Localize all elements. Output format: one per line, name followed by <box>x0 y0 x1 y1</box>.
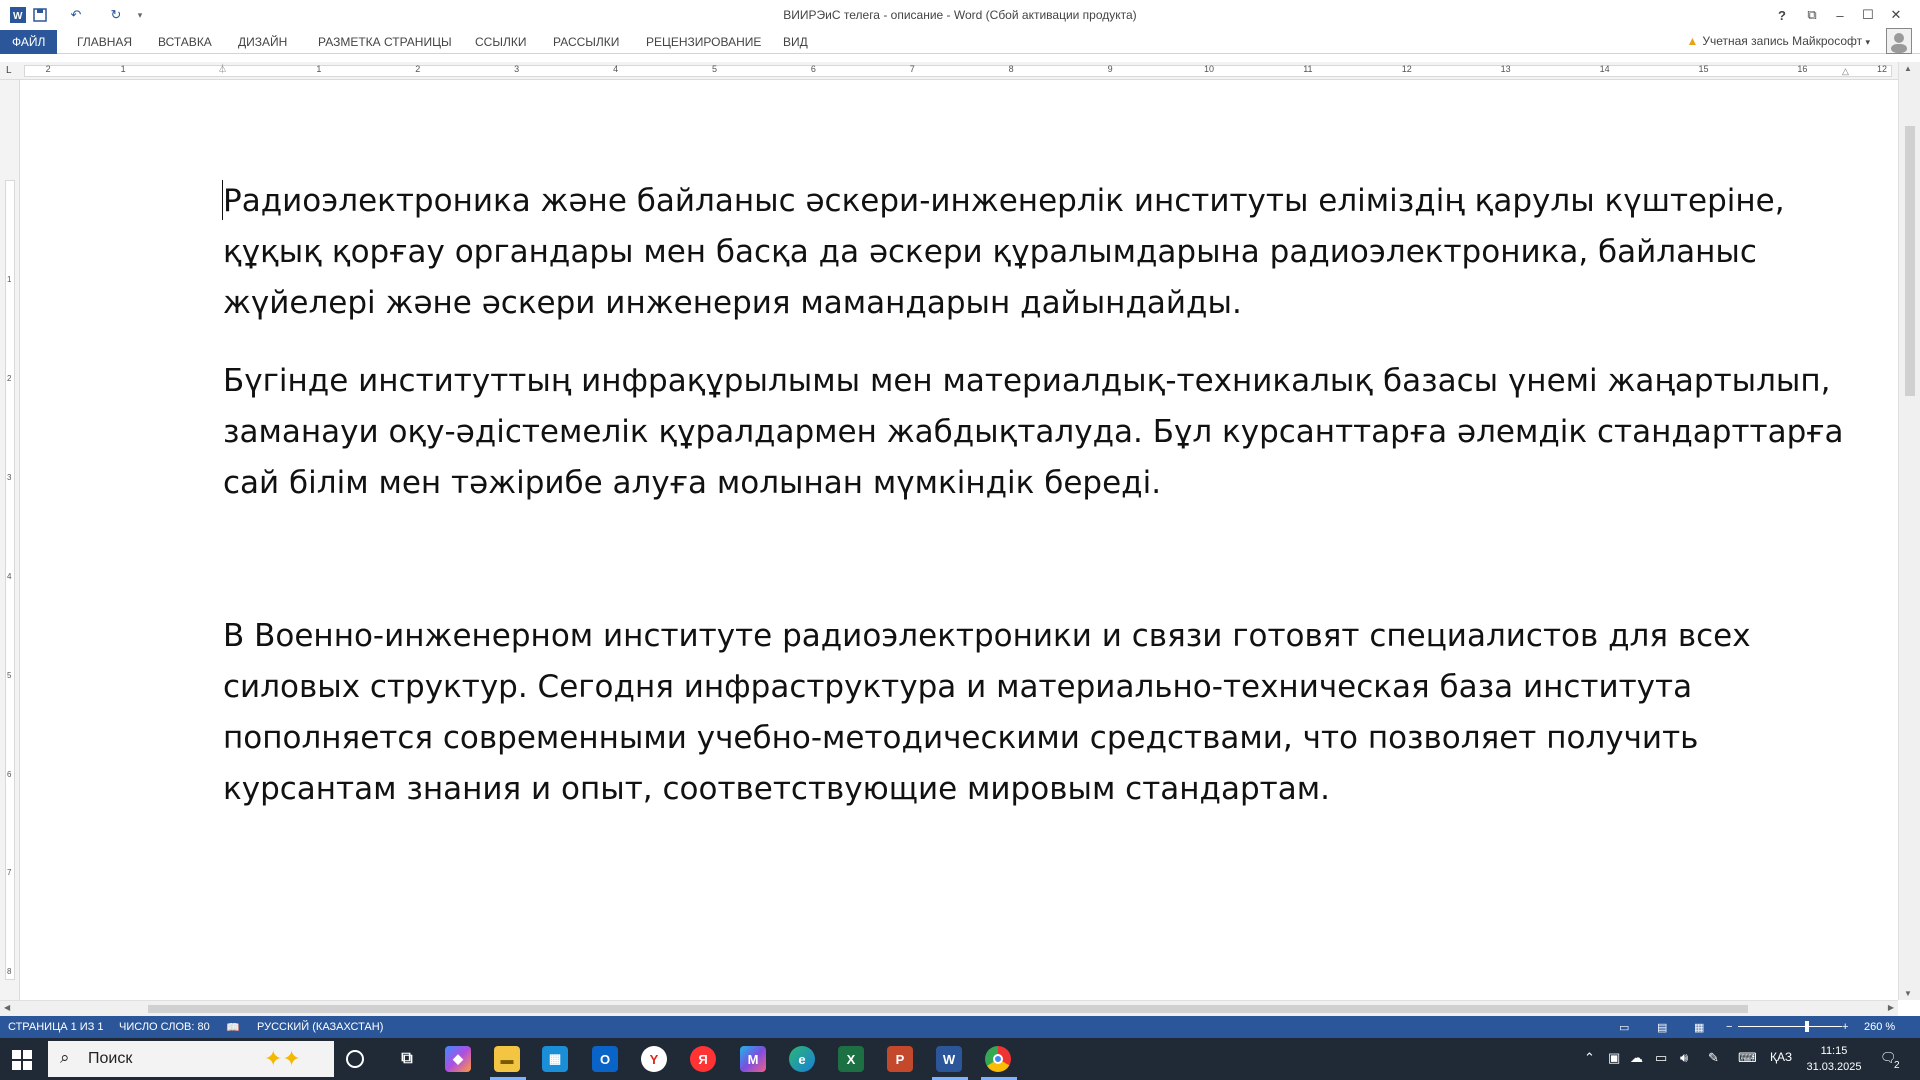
ruler-number: 10 <box>1203 64 1214 74</box>
ruler-number: 8 <box>7 967 12 977</box>
ruler-number: 1 <box>120 64 126 74</box>
ruler-number: 9 <box>1107 64 1113 74</box>
yandex-browser-icon[interactable]: Y <box>641 1046 667 1072</box>
scroll-left-icon[interactable]: ◀ <box>4 1003 11 1012</box>
tray-expand-icon[interactable]: ⌃ <box>1584 1050 1595 1065</box>
word-icon[interactable]: W <box>936 1046 962 1072</box>
notification-count: 2 <box>1894 1060 1900 1071</box>
tab-insert[interactable]: ВСТАВКА <box>158 35 212 49</box>
ruler-number: 6 <box>7 769 12 779</box>
taskbar <box>0 1038 1920 1080</box>
word-count[interactable]: ЧИСЛО СЛОВ: 80 <box>119 1021 210 1033</box>
meet-now-icon[interactable]: ▣ <box>1608 1050 1621 1065</box>
tab-page-layout[interactable]: РАЗМЕТКА СТРАНИЦЫ <box>318 35 452 49</box>
clock[interactable] <box>1806 1043 1862 1075</box>
avatar[interactable] <box>1886 28 1912 54</box>
ruler-number: 13 <box>1500 64 1511 74</box>
vertical-scrollbar[interactable] <box>1898 62 1920 1000</box>
outlook-icon[interactable]: O <box>592 1046 618 1072</box>
ruler-number: 1 <box>7 275 12 284</box>
search-icon: ⌕ <box>60 1048 70 1067</box>
account-label: Учетная запись Майкрософт <box>1702 34 1863 48</box>
tab-design[interactable]: ДИЗАЙН <box>238 35 288 49</box>
ribbon-tabs <box>0 30 1920 54</box>
file-explorer-icon[interactable]: ▬ <box>494 1046 520 1072</box>
clock-time: 11:15 <box>1820 1045 1848 1057</box>
warning-icon: ▲ <box>1686 34 1699 48</box>
vertical-ruler <box>0 80 20 1000</box>
ruler-number: 8 <box>1008 64 1014 74</box>
chevron-down-icon: ▾ <box>1865 37 1870 47</box>
tab-selector-icon[interactable]: L <box>6 65 12 76</box>
ruler-number: 14 <box>1599 64 1610 74</box>
account-menu[interactable] <box>1686 34 1870 48</box>
zoom-out-button[interactable]: − <box>1726 1021 1733 1033</box>
vertical-scroll-thumb[interactable] <box>1905 126 1915 396</box>
ruler-number: 6 <box>810 64 816 74</box>
chrome-icon[interactable] <box>985 1046 1011 1072</box>
ruler-number: 16 <box>1797 64 1808 74</box>
window-title: ВИИРЭиС телега - описание - Word (Сбой активации продукта) <box>783 8 1137 22</box>
svg-text:W: W <box>13 11 23 22</box>
sparkle-icon: ✦✦ <box>264 1046 301 1071</box>
tab-file[interactable]: ФАЙЛ <box>0 30 57 54</box>
paragraph-2[interactable]: Бүгінде институттың инфрақұрылымы мен материалдық-техникалық базасы үнемі жаңартылып, заманауи оқу-әдістемелік құралдармен жабдықталуда. Бұл курсанттарға әлемдік стандарттарға сай білім мен тәжірибе алуға молынан мүмкіндік береді. <box>223 363 1844 501</box>
paragraph-1[interactable]: Радиоэлектроника және байланыс әскери-инженерлік институты еліміздің қарулы күштеріне, құқық қорғау органдары мен басқа да әскери құралымдарына радиоэлектроника, байланыс жүйелері және әскери инженерия мамандарын дайындайды. <box>223 183 1785 321</box>
ruler-number: 2 <box>415 64 421 74</box>
tab-mailings[interactable]: РАССЫЛКИ <box>553 35 620 49</box>
tab-references[interactable]: ССЫЛКИ <box>475 35 527 49</box>
ruler-number: 11 <box>1303 64 1313 74</box>
yandex-icon[interactable]: Я <box>690 1046 716 1072</box>
ruler-number: 15 <box>1698 64 1709 74</box>
m365-icon[interactable]: M <box>740 1046 766 1072</box>
ruler-number: 2 <box>7 373 12 383</box>
paragraph-3[interactable]: В Военно-инженерном институте радиоэлектроники и связи готовят специалистов для всех силовых структур. Сегодня инфраструктура и материально-техническая база института пополняется современными учебно-методическими средствами, что позволяет получить курсантам знания и опыт, соответствующие мировым стандартам. <box>223 618 1751 807</box>
read-mode-icon[interactable]: ▭ <box>1619 1022 1630 1034</box>
pen-icon[interactable]: ✎ <box>1708 1050 1719 1065</box>
help-icon[interactable]: ? <box>1778 7 1786 23</box>
ruler-number: 12 <box>1401 64 1412 74</box>
scroll-right-icon[interactable]: ▶ <box>1887 1003 1894 1012</box>
volume-icon[interactable]: 🔊︎ <box>1680 1050 1689 1065</box>
document-page[interactable] <box>20 80 1898 1000</box>
print-layout-icon[interactable]: ▤ <box>1657 1022 1668 1034</box>
ruler-number: 5 <box>7 670 12 680</box>
horizontal-scrollbar[interactable] <box>0 1000 1898 1016</box>
ruler-number: 7 <box>7 868 12 878</box>
task-view-icon[interactable]: ⧉ <box>401 1050 413 1067</box>
redo-icon[interactable]: ↻ <box>110 7 122 22</box>
tab-home[interactable]: ГЛАВНАЯ <box>77 35 133 49</box>
powerpoint-icon[interactable]: P <box>887 1046 913 1072</box>
zoom-slider-thumb[interactable] <box>1805 1021 1809 1032</box>
clock-date: 31.03.2025 <box>1806 1061 1862 1073</box>
scroll-up-icon[interactable]: ▲ <box>1904 64 1912 73</box>
right-indent-marker-icon[interactable]: △ <box>1842 66 1849 76</box>
keyboard-icon[interactable]: ⌨ <box>1738 1050 1757 1065</box>
ruler-number: 3 <box>7 472 12 482</box>
windows-start-icon[interactable] <box>12 1050 32 1070</box>
ruler-number: 4 <box>7 571 12 581</box>
ruler-number: 1 <box>316 64 322 74</box>
search-input[interactable]: Поиск <box>88 1050 133 1067</box>
network-icon[interactable]: ▭ <box>1655 1050 1668 1065</box>
minimize-icon[interactable]: – <box>1836 7 1844 23</box>
edge-icon[interactable]: e <box>789 1046 815 1072</box>
status-bar <box>0 1016 1920 1038</box>
ribbon-display-icon[interactable]: ⧉ <box>1807 7 1817 22</box>
undo-icon[interactable]: ↶ <box>70 7 82 22</box>
taskbar-search[interactable] <box>48 1041 334 1077</box>
ruler-number: 4 <box>613 64 619 74</box>
ruler-number: 12 <box>1876 64 1887 74</box>
zoom-in-button[interactable]: + <box>1842 1021 1849 1033</box>
title-bar <box>0 0 1920 30</box>
horizontal-scroll-thumb[interactable] <box>148 1005 1748 1013</box>
close-icon[interactable]: ✕ <box>1890 7 1902 22</box>
cortana-icon[interactable] <box>346 1050 364 1068</box>
input-language[interactable]: ҚАЗ <box>1770 1050 1793 1064</box>
ruler-number: 5 <box>711 64 717 74</box>
tab-view[interactable]: ВИД <box>783 35 808 49</box>
proofing-icon[interactable]: 📖 <box>226 1022 240 1034</box>
horizontal-ruler[interactable] <box>0 62 1904 80</box>
indent-marker-icon[interactable]: ⏃ <box>218 64 228 74</box>
notifications-icon[interactable]: 🗨︎ <box>1880 1050 1897 1065</box>
zoom-level[interactable]: 260 % <box>1864 1021 1896 1033</box>
maximize-icon[interactable]: ☐ <box>1862 7 1874 22</box>
zoom-slider[interactable] <box>1738 1026 1842 1027</box>
onedrive-icon[interactable]: ☁ <box>1630 1050 1643 1065</box>
tab-review[interactable]: РЕЦЕНЗИРОВАНИЕ <box>646 35 762 49</box>
scroll-down-icon[interactable]: ▼ <box>1904 989 1912 998</box>
excel-icon[interactable]: X <box>838 1046 864 1072</box>
page-count[interactable]: СТРАНИЦА 1 ИЗ 1 <box>8 1021 104 1033</box>
customize-icon[interactable]: ▾ <box>137 9 143 20</box>
ruler-number: 7 <box>909 64 915 74</box>
ruler-number: 2 <box>45 64 51 74</box>
language-indicator[interactable]: РУССКИЙ (КАЗАХСТАН) <box>257 1021 384 1033</box>
copilot-icon[interactable]: ◆ <box>445 1046 471 1072</box>
store-icon[interactable]: ▦ <box>542 1046 568 1072</box>
web-layout-icon[interactable]: ▦ <box>1694 1022 1705 1034</box>
ruler-number: 3 <box>514 64 520 74</box>
